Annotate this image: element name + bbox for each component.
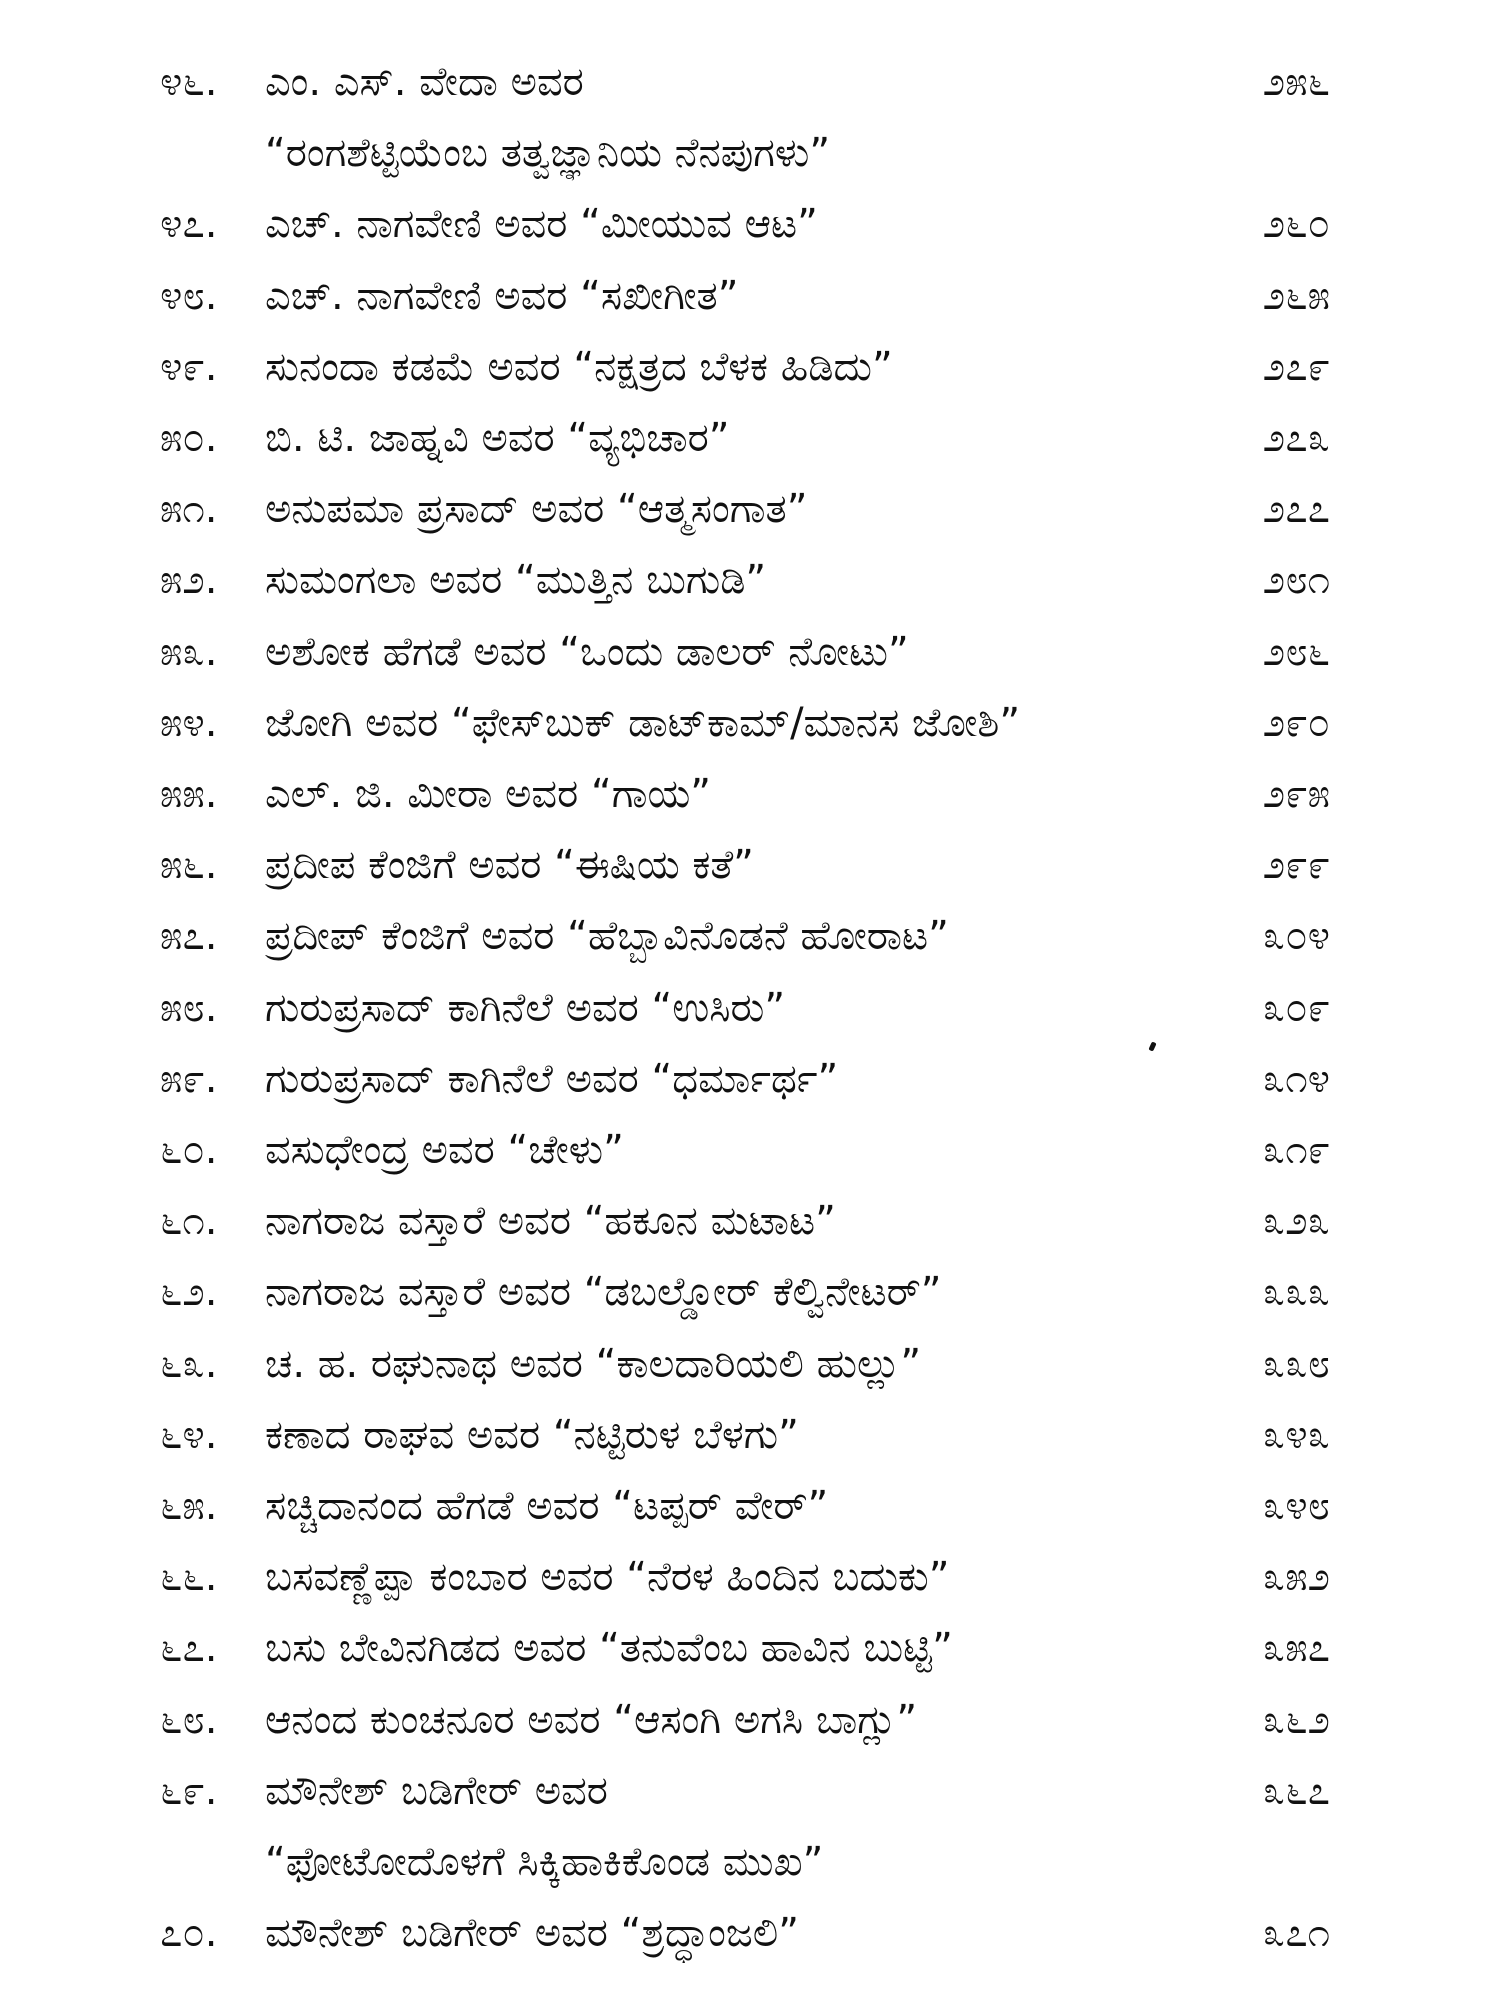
entry-number: ೬೭. — [160, 1625, 218, 1671]
contents-entry — [0, 1191, 1500, 1251]
contents-entry — [0, 835, 1500, 895]
contents-entry — [0, 1547, 1500, 1607]
entry-page-number: ೨೮೬ — [1262, 629, 1330, 675]
contents-entry — [0, 978, 1500, 1038]
entry-page-number: ೩೫೨ — [1262, 1554, 1330, 1600]
contents-entry — [0, 906, 1500, 966]
contents-entry — [0, 479, 1500, 539]
entry-page-number: ೩೭೧ — [1262, 1910, 1330, 1956]
entry-title: ಎಚ್. ನಾಗವೇಣಿ ಅವರ “ಸಖೀಗೀತ” — [265, 273, 739, 319]
entry-page-number: ೨೬೫ — [1262, 273, 1330, 319]
entry-number: ೫೭. — [160, 913, 218, 959]
entry-title: ಮೌನೇಶ್ ಬಡಿಗೇರ್ ಅವರ — [265, 1768, 608, 1814]
contents-entry — [0, 693, 1500, 753]
entry-number: ೫೮. — [160, 985, 218, 1031]
entry-title: ಬಸವಣ್ಣೆಪ್ಪಾ ಕಂಬಾರ ಅವರ “ನೆರಳ ಹಿಂದಿನ ಬದುಕು” — [265, 1554, 950, 1600]
entry-title: ಗುರುಪ್ರಸಾದ್ ಕಾಗಿನೆಲೆ ಅವರ “ಧರ್ಮಾರ್ಥ” — [265, 1056, 839, 1102]
entry-page-number: ೩೩೮ — [1262, 1341, 1330, 1387]
entry-page-number: ೩೧೯ — [1262, 1127, 1330, 1173]
entry-page-number: ೨೭೯ — [1262, 344, 1330, 390]
entry-title: ನಾಗರಾಜ ವಸ್ತಾರೆ ಅವರ “ಡಬಲ್ಡೋರ್ ಕೆಲ್ವಿನೇಟರ್” — [265, 1269, 942, 1315]
entry-number: ೬೨. — [160, 1269, 218, 1315]
entry-page-number: ೩೬೭ — [1262, 1768, 1330, 1814]
entry-number: ೫೪. — [160, 700, 218, 746]
contents-entry — [0, 52, 1500, 112]
contents-entry — [0, 408, 1500, 468]
entry-title: ಬಿ. ಟಿ. ಜಾಹ್ನವಿ ಅವರ “ವ್ಯಭಿಚಾರ” — [265, 415, 730, 461]
entry-number: ೬೪. — [160, 1412, 218, 1458]
contents-entry — [0, 764, 1500, 824]
contents-entry — [0, 1476, 1500, 1536]
entry-title: ನಾಗರಾಜ ವಸ್ತಾರೆ ಅವರ “ಹಕೂನ ಮಟಾಟ” — [265, 1198, 836, 1244]
entry-title: ಅನುಪಮಾ ಪ್ರಸಾದ್ ಅವರ “ಆತ್ಮಸಂಗಾತ” — [265, 486, 808, 532]
entry-page-number: ೨೯೦ — [1262, 700, 1330, 746]
contents-entry — [0, 1120, 1500, 1180]
entry-number: ೫೬. — [160, 842, 218, 888]
entry-number: ೬೦. — [160, 1127, 218, 1173]
entry-page-number: ೩೪೩ — [1262, 1412, 1330, 1458]
contents-entry — [0, 194, 1500, 254]
entry-title: “ಫೋಟೋದೊಳಗೆ ಸಿಕ್ಕಿಹಾಕಿಕೊಂಡ ಮುಖ” — [265, 1839, 824, 1885]
entry-page-number: ೨೯೯ — [1262, 842, 1330, 888]
contents-entry — [0, 550, 1500, 610]
entry-number: ೫೦. — [160, 415, 218, 461]
entry-number: ೬೮. — [160, 1697, 218, 1743]
entry-title: ಮೌನೇಶ್ ಬಡಿಗೇರ್ ಅವರ “ಶ್ರದ್ಧಾಂಜಲಿ” — [265, 1910, 799, 1956]
entry-page-number: ೨೮೧ — [1262, 557, 1330, 603]
entry-number: ೭೦. — [160, 1910, 218, 1956]
entry-page-number: ೩೦೯ — [1262, 985, 1330, 1031]
entry-page-number: ೨೭೩ — [1262, 415, 1330, 461]
entry-title: ಅಶೋಕ ಹೆಗಡೆ ಅವರ “ಒಂದು ಡಾಲರ್ ನೋಟು” — [265, 629, 909, 675]
entry-title: ಪ್ರದೀಪ ಕೆಂಜಿಗೆ ಅವರ “ಈಷಿಯ ಕತೆ” — [265, 842, 754, 888]
entry-title: ಬಸು ಬೇವಿನಗಿಡದ ಅವರ “ತನುವೆಂಬ ಹಾವಿನ ಬುಟ್ಟಿ” — [265, 1625, 953, 1671]
entry-number: ೬೫. — [160, 1483, 218, 1529]
entry-title: ಎಚ್. ನಾಗವೇಣಿ ಅವರ “ಮೀಯುವ ಆಟ” — [265, 201, 818, 247]
entry-number: ೫೩. — [160, 629, 218, 675]
entry-page-number: ೩೫೭ — [1262, 1625, 1330, 1671]
entry-page-number: ೩೪೮ — [1262, 1483, 1330, 1529]
contents-entry — [0, 622, 1500, 682]
contents-entry — [0, 1690, 1500, 1750]
contents-entry — [0, 1262, 1500, 1322]
entry-page-number: ೩೩೩ — [1262, 1269, 1330, 1315]
entry-number: ೬೧. — [160, 1198, 218, 1244]
entry-title: ಕಣಾದ ರಾಘವ ಅವರ “ನಟ್ಟಿರುಳ ಬೆಳಗು” — [265, 1412, 799, 1458]
contents-entry — [0, 1049, 1500, 1109]
contents-entry-continuation — [0, 1832, 1500, 1892]
entry-page-number: ೩೬೨ — [1262, 1697, 1330, 1743]
entry-page-number: ೨೫೬ — [1262, 59, 1330, 105]
entry-number: ೫೫. — [160, 771, 218, 817]
contents-entry — [0, 266, 1500, 326]
entry-number: ೪೮. — [160, 273, 218, 319]
entry-title: ವಸುಧೇಂದ್ರ ಅವರ “ಚೇಳು” — [265, 1127, 624, 1173]
entry-title: “ರಂಗಶೆಟ್ಟಿಯೆಂಬ ತತ್ವಜ್ಞಾನಿಯ ನೆನಪುಗಳು” — [265, 130, 831, 176]
entry-title: ಚ. ಹ. ರಘುನಾಥ ಅವರ “ಕಾಲದಾರಿಯಲಿ ಹುಲ್ಲು” — [265, 1341, 922, 1387]
entry-number: ೬೩. — [160, 1341, 218, 1387]
entry-title: ಸುನಂದಾ ಕಡಮೆ ಅವರ “ನಕ್ಷತ್ರದ ಬೆಳಕ ಹಿಡಿದು” — [265, 344, 893, 390]
contents-entry — [0, 1761, 1500, 1821]
contents-entry — [0, 1334, 1500, 1394]
entry-title: ಎಲ್. ಜಿ. ಮೀರಾ ಅವರ “ಗಾಯ” — [265, 771, 712, 817]
entry-title: ಎಂ. ಎಸ್. ವೇದಾ ಅವರ — [265, 59, 584, 105]
entry-number: ೫೧. — [160, 486, 218, 532]
entry-number: ೪೯. — [160, 344, 218, 390]
contents-entry — [0, 1618, 1500, 1678]
entry-number: ೫೯. — [160, 1056, 218, 1102]
entry-number: ೬೬. — [160, 1554, 218, 1600]
contents-entry — [0, 337, 1500, 397]
entry-page-number: ೨೯೫ — [1262, 771, 1330, 817]
entry-page-number: ೨೬೦ — [1262, 201, 1330, 247]
entry-title: ಆನಂದ ಕುಂಚನೂರ ಅವರ “ಆಸಂಗಿ ಅಗಸಿ ಬಾಗ್ಲು” — [265, 1697, 918, 1743]
entry-page-number: ೩೧೪ — [1262, 1056, 1330, 1102]
entry-title: ಗುರುಪ್ರಸಾದ್ ಕಾಗಿನೆಲೆ ಅವರ “ಉಸಿರು” — [265, 985, 786, 1031]
entry-number: ೪೬. — [160, 59, 218, 105]
contents-entry — [0, 1405, 1500, 1465]
contents-entry — [0, 1903, 1500, 1963]
entry-page-number: ೩೨೩ — [1262, 1198, 1330, 1244]
entry-number: ೬೯. — [160, 1768, 218, 1814]
entry-page-number: ೨೭೭ — [1262, 486, 1330, 532]
entry-page-number: ೩೦೪ — [1262, 913, 1330, 959]
entry-title: ಸುಮಂಗಲಾ ಅವರ “ಮುತ್ತಿನ ಬುಗುಡಿ” — [265, 557, 767, 603]
entry-title: ಜೋಗಿ ಅವರ “ಫೇಸ್‌ಬುಕ್ ಡಾಟ್‌ಕಾಮ್/ಮಾನಸ ಜೋಶಿ” — [265, 700, 1021, 746]
entry-title: ಸಚ್ಚಿದಾನಂದ ಹೆಗಡೆ ಅವರ “ಟಪ್ಪರ್ ವೇರ್” — [265, 1483, 829, 1529]
contents-entry-continuation — [0, 123, 1500, 183]
entry-number: ೫೨. — [160, 557, 218, 603]
entry-number: ೪೭. — [160, 201, 218, 247]
entry-title: ಪ್ರದೀಪ್ ಕೆಂಜಿಗೆ ಅವರ “ಹೆಬ್ಬಾವಿನೊಡನೆ ಹೋರಾಟ” — [265, 913, 949, 959]
